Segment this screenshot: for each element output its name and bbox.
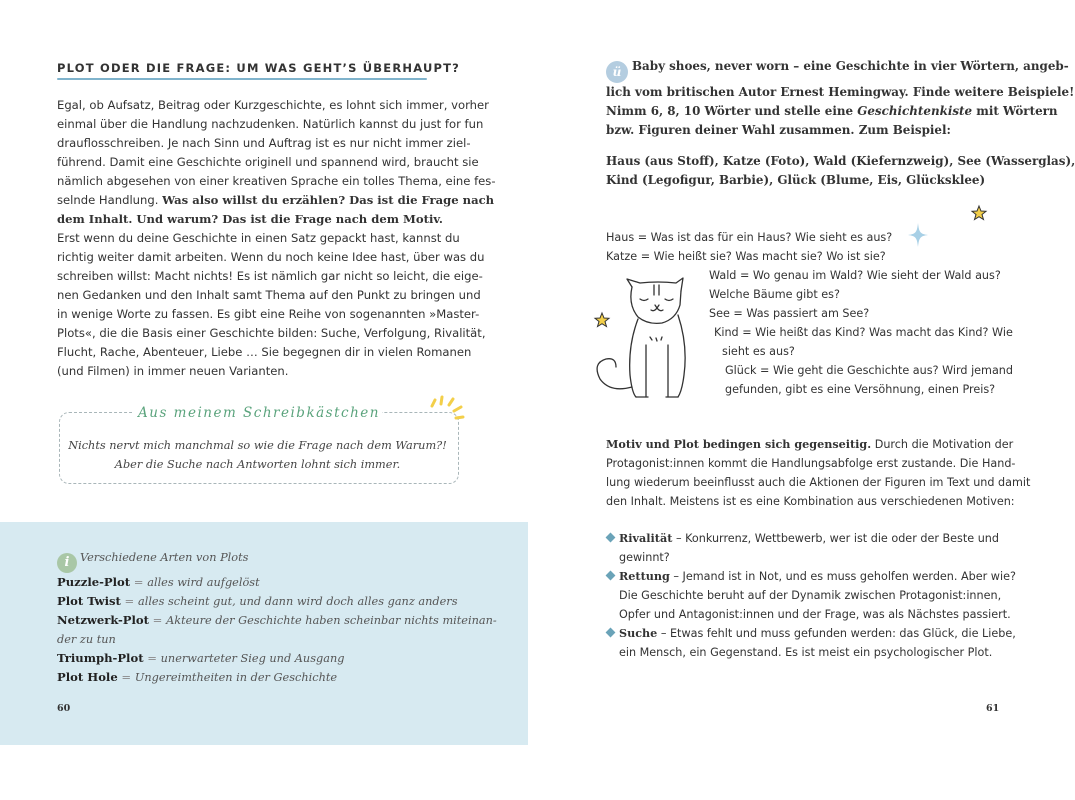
plot-term: Triumph-Plot — [57, 651, 144, 665]
text-line: nen Gedanken und den Inhalt samt Thema auf den Punkt zu bringen und — [57, 288, 481, 302]
text-span: Nimm 6, 8, 10 Wörter und stelle eine — [606, 104, 858, 118]
exercise-intro — [606, 57, 1075, 140]
sparkle-icon — [907, 222, 929, 248]
list-item — [57, 668, 477, 687]
equals-sign: = — [130, 575, 148, 589]
list-item — [606, 624, 1016, 643]
qa-line: gefunden, gibt es eine Versöhnung, einen Preis? — [725, 383, 996, 396]
text-span: selnde Handlung. — [57, 193, 163, 207]
plot-description: alles scheint gut, und dann wird doch alles ganz anders — [137, 595, 458, 608]
cat-illustration — [580, 275, 700, 405]
text-line: lich vom britischen Autor Ernest Hemingway. Finde weitere Beispiele! — [606, 85, 1075, 99]
text-line: Kind (Legofigur, Barbie), Glück (Blume, Eis, Glücksklee) — [606, 173, 986, 187]
diamond-bullet-icon — [606, 628, 616, 638]
text-line: Egal, ob Aufsatz, Beitrag oder Kurzgeschichte, es lohnt sich immer, vorher — [57, 98, 489, 112]
text-line: Flucht, Rache, Abenteuer, Liebe … Sie begegnen dir in vielen Romanen — [57, 345, 472, 359]
text-line: drauflosschreiben. Je nach Sinn und Auftrag ist es nur nicht immer ziel- — [57, 136, 471, 150]
text-line: lung wiederum beeinflusst auch die Aktionen der Figuren im Text und damit — [606, 476, 1031, 489]
list-item — [57, 649, 477, 668]
quote-line: Nichts nervt mich manchmal so wie die Frage nach dem Warum?! — [68, 439, 447, 452]
heading-underline — [57, 78, 427, 80]
plot-term: Netzwerk-Plot — [57, 613, 149, 627]
example-words — [606, 152, 1075, 190]
qa-line: Glück = Wie geht die Geschichte aus? Wird jemand — [725, 364, 1014, 377]
motive-list — [606, 529, 1016, 662]
emphasis-text: dem Inhalt. Und warum? Das ist die Frage nach dem Motiv. — [57, 212, 443, 226]
qa-line: Wald = Wo genau im Wald? Wie sieht der Wald aus? — [709, 269, 1001, 282]
list-item — [606, 529, 999, 548]
motive-term: Rivalität — [619, 531, 673, 545]
motive-term: Rettung — [619, 569, 670, 583]
list-item-continued: Die Geschichte beruht auf der Dynamik zwischen Protagonist:innen, — [619, 589, 1002, 602]
plot-term: Puzzle-Plot — [57, 575, 131, 589]
list-item-continued: ein Mensch, ein Gegenstand. Es ist meist ein psychologischer Plot. — [619, 646, 993, 659]
plot-term: Plot Hole — [57, 670, 118, 684]
motive-text: – Jemand ist in Not, und es muss geholfen werden. Aber wie? — [673, 570, 1016, 583]
emphasis-text: Was also willst du erzählen? Das ist die Frage nach — [162, 193, 495, 207]
text-line: Plots«, die die Basis einer Geschichte bilden: Suche, Verfolgung, Rivalität, — [57, 326, 486, 340]
motive-text: – Konkurrenz, Wettbewerb, wer ist die oder der Beste und — [675, 532, 999, 545]
motive-text: – Etwas fehlt und muss gefunden werden: das Glück, die Liebe, — [660, 627, 1016, 640]
text-span: Durch die Motivation der — [871, 438, 1014, 451]
emphasis-text: Motiv und Plot bedingen sich gegenseitig. — [606, 437, 872, 451]
quote-box-title: Aus meinem Schreibkästchen — [138, 405, 380, 421]
text-line — [57, 191, 495, 210]
text-span: Baby shoes, never worn – eine Geschichte in vier Wörtern, angeb- — [632, 59, 1069, 73]
plot-term: Plot Twist — [57, 594, 121, 608]
list-item — [606, 567, 1016, 586]
diamond-bullet-icon — [606, 533, 616, 543]
text-line: in wenige Worte zu fassen. Es gibt eine Reihe von sogenannten »Master- — [57, 307, 480, 321]
list-item — [57, 611, 497, 630]
text-span: mit Wörtern — [972, 104, 1058, 118]
equals-sign: = — [120, 594, 138, 608]
info-icon: i — [57, 553, 77, 573]
text-line — [606, 57, 1069, 83]
text-line: schreiben willst: Macht nichts! Es ist nämlich gar nicht so leicht, die eige- — [57, 269, 483, 283]
qa-line: Kind = Wie heißt das Kind? Was macht das Kind? Wie — [714, 326, 1013, 339]
diamond-bullet-icon — [606, 571, 616, 581]
page-number-left: 60 — [57, 703, 71, 714]
text-line: nämlich abgesehen von einer kreativen Sprache ein tolles Thema, eine fes- — [57, 174, 496, 188]
text-line: Erst wenn du deine Geschichte in einen Satz gepackt hast, kannst du — [57, 231, 460, 245]
text-line: richtig weiter damit arbeiten. Wenn du noch keine Idee hast, über was du — [57, 250, 485, 264]
text-line — [606, 435, 1014, 454]
qa-line: Katze = Wie heißt sie? Was macht sie? Wo ist sie? — [606, 250, 886, 263]
equals-sign: = — [117, 670, 135, 684]
exercise-icon: ü — [606, 61, 628, 83]
plot-description: der zu tun — [57, 633, 116, 646]
quote-line: Aber die Suche nach Antworten lohnt sich immer. — [114, 458, 401, 471]
list-item — [57, 592, 477, 611]
list-item-continued — [57, 630, 477, 649]
motiv-paragraph — [606, 435, 1031, 511]
text-line: einmal über die Handlung nachzudenken. Natürlich kannst du just for fun — [57, 117, 484, 131]
section-heading: PLOT ODER DIE FRAGE: UM WAS GEHT’S ÜBERHAUPT? — [57, 61, 461, 75]
motive-term: Suche — [619, 626, 658, 640]
equals-sign: = — [148, 613, 167, 627]
info-title: Verschiedene Arten von Plots — [80, 551, 249, 564]
plot-types-list — [57, 548, 497, 687]
qa-line: See = Was passiert am See? — [709, 307, 870, 320]
qa-line: Welche Bäume gibt es? — [709, 288, 840, 301]
text-line: (und Filmen) in immer neuen Varianten. — [57, 364, 289, 378]
quote-text — [65, 436, 450, 474]
list-item — [57, 573, 477, 592]
text-line: den Inhalt. Meistens ist es eine Kombination aus verschiedenen Motiven: — [606, 495, 1015, 508]
equals-sign: = — [143, 651, 161, 665]
text-line: Protagonist:innen kommt die Handlungsabfolge erst zustande. Die Hand- — [606, 457, 1016, 470]
list-item-continued: Opfer und Antagonist:innen und der Frage, was als Nächstes passiert. — [619, 608, 1011, 621]
page-number-right: 61 — [986, 703, 1000, 714]
plot-description: unerwarteter Sieg und Ausgang — [160, 652, 345, 665]
emphasis-text: Geschichtenkiste — [857, 104, 973, 118]
sun-rays-icon — [428, 394, 468, 424]
text-line — [606, 102, 1058, 121]
qa-line: Haus = Was ist das für ein Haus? Wie sieht es aus? — [606, 231, 893, 244]
plot-description: Ungereimtheiten in der Geschichte — [134, 671, 338, 684]
plot-description: alles wird aufgelöst — [147, 576, 260, 589]
qa-line: sieht es aus? — [722, 345, 795, 358]
text-line: führend. Damit eine Geschichte originell und spannend wird, braucht sie — [57, 155, 479, 169]
list-item-continued: gewinnt? — [619, 551, 670, 564]
star-icon — [971, 205, 987, 221]
text-line: bzw. Figuren deiner Wahl zusammen. Zum Beispiel: — [606, 123, 951, 137]
intro-paragraph — [57, 96, 496, 381]
plot-description: Akteure der Geschichte haben scheinbar nichts miteinan- — [166, 614, 497, 627]
text-line: Haus (aus Stoff), Katze (Foto), Wald (Kiefernzweig), See (Wasserglas), — [606, 154, 1075, 168]
info-title-row — [57, 548, 477, 573]
